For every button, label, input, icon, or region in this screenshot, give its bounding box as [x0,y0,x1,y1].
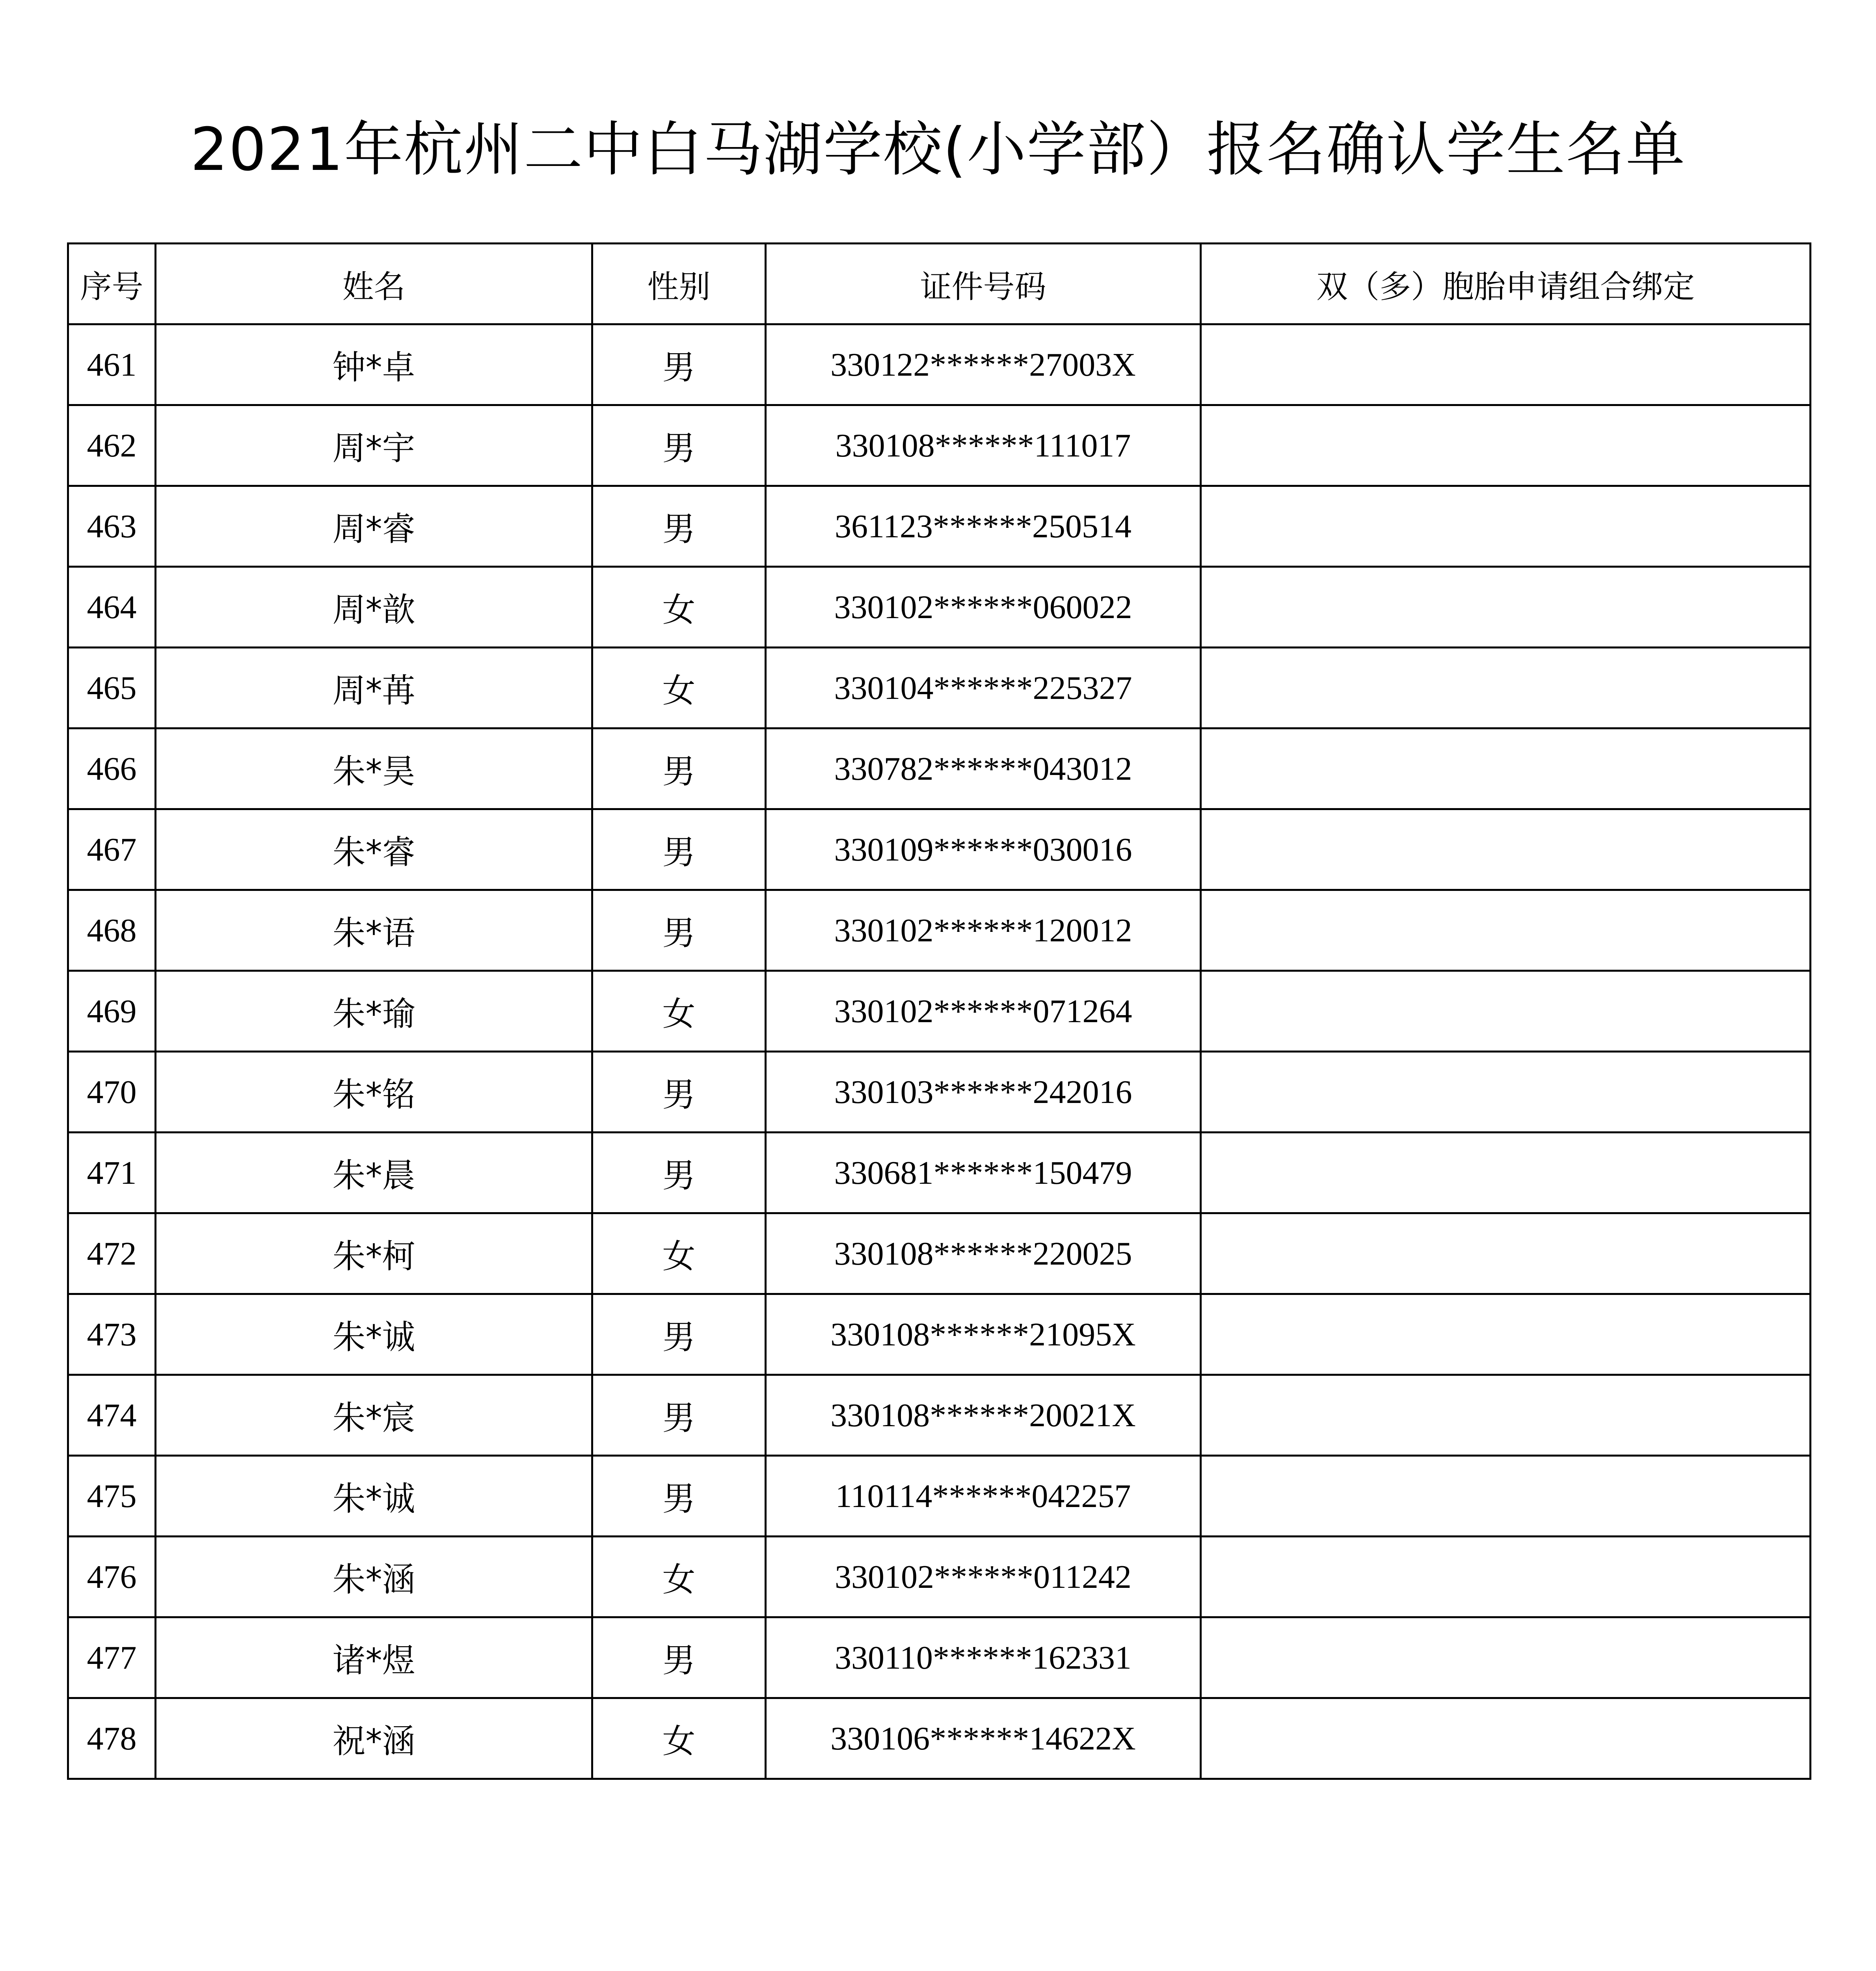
cell-gender: 女 [592,971,766,1052]
cell-twins-binding [1201,324,1811,405]
cell-id-number: 330109******030016 [766,809,1201,890]
cell-gender: 女 [592,1537,766,1617]
cell-gender: 男 [592,405,766,486]
cell-name: 周*苒 [156,648,592,728]
cell-seq: 466 [68,728,156,809]
cell-gender: 女 [592,1213,766,1294]
table-row [68,324,1811,405]
cell-name: 诸*煜 [156,1617,592,1698]
table-row [68,809,1811,890]
header-seq: 序号 [68,244,156,324]
table-row [68,486,1811,567]
cell-twins-binding [1201,1375,1811,1456]
cell-gender: 女 [592,648,766,728]
cell-name: 朱*语 [156,890,592,971]
cell-seq: 461 [68,324,156,405]
cell-gender: 男 [592,1456,766,1537]
cell-gender: 男 [592,1052,766,1133]
cell-gender: 男 [592,1133,766,1213]
cell-id-number: 330108******111017 [766,405,1201,486]
header-twins-binding: 双（多）胞胎申请组合绑定 [1201,244,1811,324]
cell-name: 朱*诚 [156,1294,592,1375]
cell-twins-binding [1201,890,1811,971]
cell-name: 朱*宸 [156,1375,592,1456]
cell-id-number: 330782******043012 [766,728,1201,809]
cell-seq: 473 [68,1294,156,1375]
cell-gender: 男 [592,1294,766,1375]
cell-gender: 男 [592,1617,766,1698]
document-title: 2021年杭州二中白马湖学校(小学部）报名确认学生名单 [190,116,1686,184]
cell-gender: 男 [592,809,766,890]
cell-seq: 471 [68,1133,156,1213]
cell-gender: 男 [592,486,766,567]
cell-name: 朱*昊 [156,728,592,809]
cell-twins-binding [1201,971,1811,1052]
cell-name: 朱*铭 [156,1052,592,1133]
cell-seq: 469 [68,971,156,1052]
table-row [68,1294,1811,1375]
cell-id-number: 330102******011242 [766,1537,1201,1617]
table-row [68,1698,1811,1779]
cell-name: 钟*卓 [156,324,592,405]
table-row [68,1537,1811,1617]
table-body [68,324,1811,1779]
cell-id-number: 330108******220025 [766,1213,1201,1294]
cell-twins-binding [1201,809,1811,890]
table-row [68,971,1811,1052]
cell-seq: 475 [68,1456,156,1537]
cell-seq: 478 [68,1698,156,1779]
table-row [68,1375,1811,1456]
cell-twins-binding [1201,728,1811,809]
cell-gender: 女 [592,567,766,648]
cell-twins-binding [1201,1294,1811,1375]
cell-twins-binding [1201,1052,1811,1133]
cell-twins-binding [1201,1617,1811,1698]
cell-seq: 474 [68,1375,156,1456]
cell-name: 周*宇 [156,405,592,486]
cell-id-number: 330122******27003X [766,324,1201,405]
cell-name: 朱*诚 [156,1456,592,1537]
table-row [68,890,1811,971]
table-row [68,1052,1811,1133]
cell-seq: 464 [68,567,156,648]
cell-name: 朱*柯 [156,1213,592,1294]
table-row [68,1617,1811,1698]
cell-seq: 463 [68,486,156,567]
cell-name: 周*睿 [156,486,592,567]
cell-id-number: 330102******071264 [766,971,1201,1052]
cell-name: 朱*睿 [156,809,592,890]
cell-seq: 477 [68,1617,156,1698]
header-id-number: 证件号码 [766,244,1201,324]
cell-id-number: 330681******150479 [766,1133,1201,1213]
cell-seq: 470 [68,1052,156,1133]
cell-twins-binding [1201,405,1811,486]
cell-name: 祝*涵 [156,1698,592,1779]
cell-twins-binding [1201,567,1811,648]
cell-name: 朱*晨 [156,1133,592,1213]
cell-id-number: 110114******042257 [766,1456,1201,1537]
cell-gender: 男 [592,1375,766,1456]
cell-gender: 男 [592,728,766,809]
cell-id-number: 330102******060022 [766,567,1201,648]
cell-name: 朱*瑜 [156,971,592,1052]
cell-twins-binding [1201,1456,1811,1537]
cell-seq: 462 [68,405,156,486]
table-row [68,567,1811,648]
table-row [68,1213,1811,1294]
cell-id-number: 330102******120012 [766,890,1201,971]
table-row [68,1133,1811,1213]
header-gender: 性别 [592,244,766,324]
cell-twins-binding [1201,486,1811,567]
header-name: 姓名 [156,244,592,324]
cell-twins-binding [1201,648,1811,728]
cell-seq: 467 [68,809,156,890]
cell-gender: 男 [592,324,766,405]
cell-twins-binding [1201,1698,1811,1779]
cell-id-number: 330108******21095X [766,1294,1201,1375]
cell-seq: 465 [68,648,156,728]
table-row [68,1456,1811,1537]
table-row [68,405,1811,486]
cell-seq: 476 [68,1537,156,1617]
cell-id-number: 330108******20021X [766,1375,1201,1456]
cell-gender: 女 [592,1698,766,1779]
cell-id-number: 361123******250514 [766,486,1201,567]
cell-name: 朱*涵 [156,1537,592,1617]
cell-twins-binding [1201,1213,1811,1294]
table-row [68,648,1811,728]
cell-id-number: 330104******225327 [766,648,1201,728]
cell-twins-binding [1201,1537,1811,1617]
cell-name: 周*歆 [156,567,592,648]
table-row [68,728,1811,809]
student-roster-table [67,242,1811,1780]
cell-id-number: 330103******242016 [766,1052,1201,1133]
cell-twins-binding [1201,1133,1811,1213]
cell-seq: 468 [68,890,156,971]
cell-gender: 男 [592,890,766,971]
cell-seq: 472 [68,1213,156,1294]
cell-id-number: 330106******14622X [766,1698,1201,1779]
table-header-row [68,244,1811,324]
cell-id-number: 330110******162331 [766,1617,1201,1698]
